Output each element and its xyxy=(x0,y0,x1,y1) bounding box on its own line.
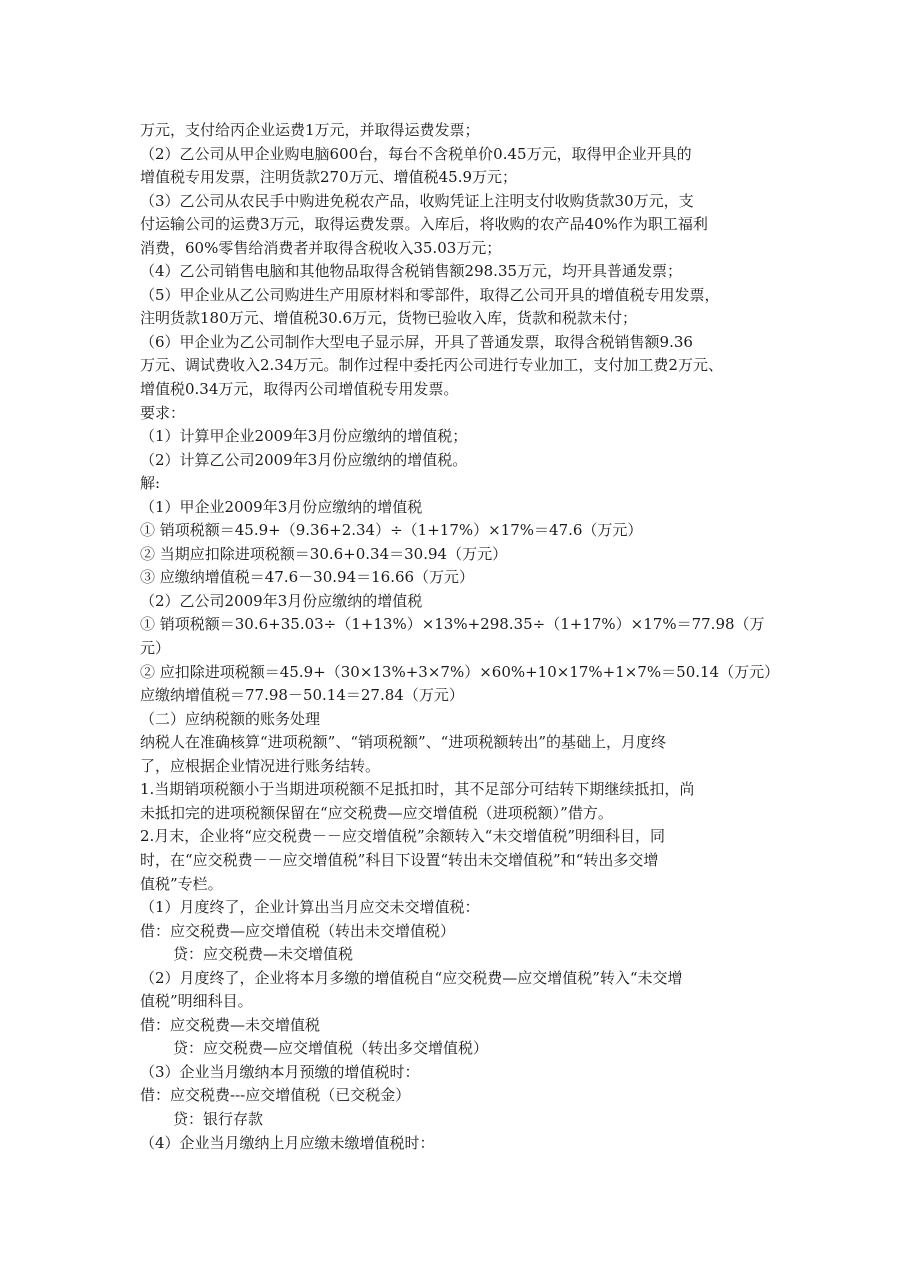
text-line: （1）计算甲企业2009年3月份应缴纳的增值税； xyxy=(140,427,468,446)
text-line: 万元，支付给丙企业运费1万元，并取得运费发票； xyxy=(140,121,480,139)
text-line: 付运输公司的运费3万元，取得运费发票。入库后，将收购的农产品40%作为职工福利 xyxy=(140,215,708,234)
text-line: （5）甲企业从乙公司购进生产用原材料和零部件，取得乙公司开具的增值税专用发票， xyxy=(140,285,720,304)
text-line: （3）企业当月缴纳本月预缴的增值税时： xyxy=(140,1062,420,1081)
text-line: 了，应根据企业情况进行账务结转。 xyxy=(140,756,381,775)
text-line: （6）甲企业为乙公司制作大型电子显示屏，开具了普通发票，取得含税销售额9.36 xyxy=(140,332,693,351)
text-line: 消费，60%零售给消费者并取得含税收入35.03万元； xyxy=(140,238,502,257)
journal-debit: 借：应交税费—应交增值税（转出未交增值税） xyxy=(140,921,456,940)
journal-debit: 借：应交税费---应交增值税（已交税金） xyxy=(140,1086,411,1105)
text-line: 值税”明细科目。 xyxy=(140,992,253,1011)
text-line: （3）乙公司从农民手中购进免税农产品，收购凭证上注明支付收购货款30万元，支 xyxy=(140,191,694,210)
formula-line: ② 应扣除进项税额＝45.9+（30×13%+3×7%）×60%+10×17%+1×7%＝50.14（万元） xyxy=(140,662,780,681)
text-line: 纳税人在准确核算“进项税额”、“销项税额”、“进项税额转出”的基础上，月度终 xyxy=(140,733,667,752)
formula-line: ① 销项税额＝45.9+（9.36+2.34）÷（1+17%）×17%＝47.6（万元） xyxy=(140,521,643,540)
text-line: （4）企业当月缴纳上月应缴未缴增值税时： xyxy=(140,1133,435,1152)
requirement-heading: 要求： xyxy=(140,403,186,422)
formula-line: 应缴纳增值税＝77.98－50.14＝27.84（万元） xyxy=(140,686,464,705)
text-line: （2）乙公司从甲企业购电脑600台，每台不含税单价0.45万元，取得甲企业开具的 xyxy=(140,144,692,163)
journal-debit: 借：应交税费—未交增值税 xyxy=(140,1015,321,1034)
journal-credit: 贷：应交税费—未交增值税 xyxy=(173,945,354,964)
journal-credit: 贷：银行存款 xyxy=(173,1109,264,1128)
text-line: 2.月末，企业将“应交税费－－应交增值税”余额转入“未交增值税”明细科目，同 xyxy=(140,827,665,846)
formula-line: ③ 应缴纳增值税＝47.6－30.94＝16.66（万元） xyxy=(140,568,475,587)
document-body xyxy=(140,119,800,1155)
text-line: （1）甲企业2009年3月份应缴纳的增值税 xyxy=(140,497,423,516)
text-line: （2）月度终了，企业将本月多缴的增值税自“应交税费—应交增值税”转入“未交增 xyxy=(140,968,683,987)
text-line: 万元、调试费收入2.34万元。制作过程中委托丙公司进行专业加工，支付加工费2万元、 xyxy=(140,356,723,375)
text-line: （2）计算乙公司2009年3月份应缴纳的增值税。 xyxy=(140,450,468,469)
text-line: （4）乙公司销售电脑和其他物品取得含税销售额298.35万元，均开具普通发票； xyxy=(140,262,683,281)
text-line: 注明货款180万元、增值税30.6万元，货物已验收入库，货款和税款未付； xyxy=(140,309,638,328)
formula-line: ② 当期应扣除进项税额＝30.6+0.34＝30.94（万元） xyxy=(140,544,508,563)
text-line: 增值税专用发票，注明货款270万元、增值税45.9万元； xyxy=(140,168,518,187)
section-heading: （二）应纳税额的账务处理 xyxy=(140,709,321,728)
text-line: 时，在“应交税费－－应交增值税”科目下设置“转出未交增值税”和“转出多交增 xyxy=(140,850,659,869)
text-line: （1）月度终了，企业计算出当月应交未交增值税： xyxy=(140,898,480,917)
text-line: （2）乙公司2009年3月份应缴纳的增值税 xyxy=(140,591,423,610)
journal-credit: 贷：应交税费—应交增值税（转出多交增值税） xyxy=(173,1039,489,1058)
formula-line: ① 销项税额＝30.6+35.03÷（1+13%）×13%+298.35÷（1+17%）×17%＝77.98（万 xyxy=(140,615,765,634)
text-line: 增值税0.34万元，取得丙公司增值税专用发票。 xyxy=(140,380,459,399)
solution-heading: 解: xyxy=(140,474,161,493)
formula-line: 元） xyxy=(140,639,171,658)
text-line: 1.当期销项税额小于当期进项税额不足抵扣时，其不足部分可结转下期继续抵扣，尚 xyxy=(140,780,695,799)
text-line: 值税”专栏。 xyxy=(140,874,223,893)
text-line: 未抵扣完的进项税额保留在“应交税费—应交增值税（进项税额）”借方。 xyxy=(140,803,613,822)
